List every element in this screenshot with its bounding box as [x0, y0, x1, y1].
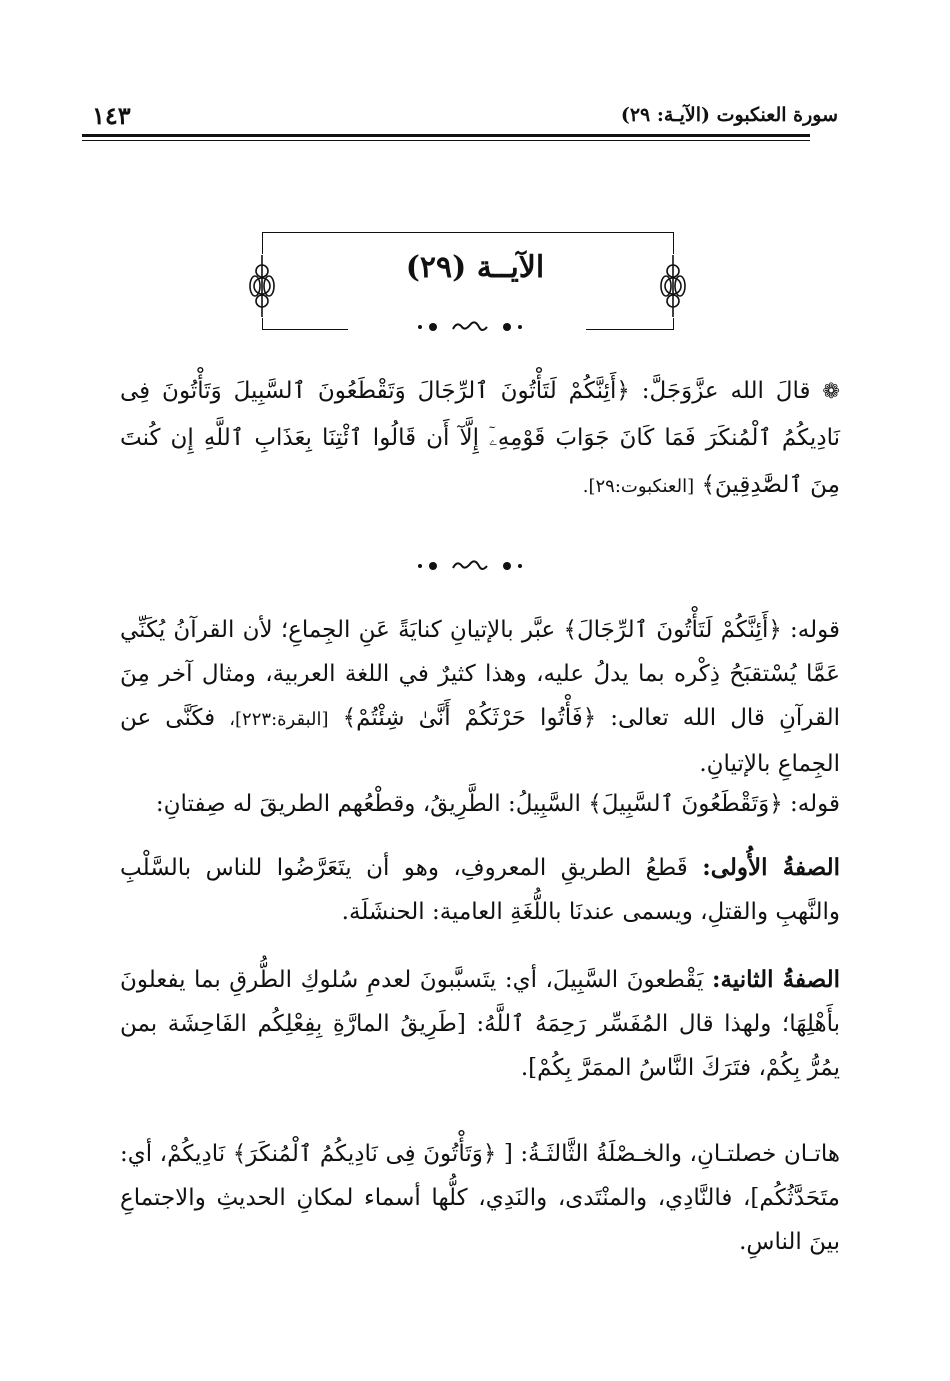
paragraph-text: نَادِيكُمْ، أي: متَحَدَّثُكُم]، فالنَّادِي، والمنْتَدى، والنَدِي، كلُّها أسماء لمكانِ الحديثِ والاجتماعِ بينَ الناسِ.: [120, 1141, 840, 1255]
quran-verse: ﴿أَئِنَّكُمْ لَتَأْتُونَ ٱلرِّجَالَ وَتَقْطَعُونَ ٱلسَّبِيلَ وَتَأْتُونَ فِى نَادِيكُمُ ٱلْمُنكَرَ فَمَا كَانَ جَوَابَ قَوْمِهِۦٓ إِلَّآ أَن قَالُوا ٱئْتِنَا بِعَذَابِ ٱللَّهِ إِن كُنتَ مِنَ ٱلصَّٰدِقِينَ﴾: [120, 378, 840, 498]
paragraph-text: عبَّر بالإتيانِ كنايَةً عَنِ الجِماعِ؛ لأن القرآنُ يُكَنِّي عَمَّا يُسْتقبَحُ ذِكْره بما يدلُ عليه، وهذا كثيرٌ في اللغة العربية، ومثال آخر مِنَ القرآنِ قال الله تعالى:: [120, 617, 841, 731]
commentary-paragraph-5: [120, 1132, 840, 1264]
quote-citation: [البقرة:٢٢٣]،: [229, 709, 329, 730]
verse-citation: [العنكبوت:٢٩].: [582, 476, 695, 497]
header-rule-thin: [82, 140, 810, 141]
verse-paragraph: [120, 368, 840, 510]
paragraph-text: السَّبِيلُ: الطَّرِيقُ، وقطْعُهم الطريقَ له صِفتانِ:: [155, 791, 581, 817]
quran-quote: ﴿وَتَأْتُونَ فِى نَادِيكُمُ ٱلْمُنكَرَ﴾: [232, 1141, 497, 1167]
frame-left-bottom-line: [262, 329, 348, 330]
frame-left-top-line: [262, 232, 263, 254]
commentary-paragraph-3: [120, 846, 840, 934]
paragraph-text: قَطعُ الطريقِ المعروفِ، وهو أن يتَعَرَّضُوا للناس بالسَّلْبِ والنَّهبِ والقتلِ، ويسمى عندنَا باللُّغَةِ العامية: الحنشَلَة.: [120, 855, 840, 925]
header-rule-thick: [82, 134, 810, 137]
divider-ornament-icon: [415, 317, 525, 337]
paragraph-lead: قوله:: [790, 791, 840, 817]
knot-ornament-icon: [658, 255, 688, 317]
quran-quote: ﴿أَئِنَّكُمْ لَتَأْتُونَ ٱلرِّجَالَ﴾: [563, 617, 782, 643]
flower-marker-icon: ❁: [822, 379, 841, 403]
frame-right-top-line: [673, 232, 674, 254]
paragraph-text: يَقْطعونَ السَّبِيلَ، أي: يتَسبَّبونَ لعدمِ سُلوكِ الطُّرقِ بما يفعلونَ بأَهْلِهَا؛ ولهذا قال المُفَسِّر رَحِمَهُ ٱللَّهُ: [طَرِيقُ المارَّةِ بِفِعْلِكُم الفَاحِشَة بمن يمُرُّ بِكُمْ، فتَرَكَ النَّاسُ الممَرَّ بِكُمْ].: [120, 967, 840, 1081]
paragraph-lead: هاتـان خصلتـانِ، والخـصْلَةُ الثَّالثَـةُ: [: [503, 1141, 841, 1167]
paragraph-lead: قوله:: [790, 617, 841, 643]
frame-top-line: [262, 232, 674, 233]
paragraph-text: فكَنَّى عن الجِماعِ بالإتيانِ.: [120, 705, 840, 777]
attribute-label: الصفةُ الثانية:: [711, 966, 840, 993]
commentary-paragraph-2: [120, 782, 840, 826]
page-number: ١٤٣: [92, 101, 131, 130]
quran-quote: ﴿فَأْتُوا حَرْثَكُمْ أَنَّىٰ شِئْتُمْ﴾: [342, 705, 597, 731]
frame-right-bottom-line: [586, 329, 674, 330]
attribute-label: الصفةُ الأُولى:: [702, 854, 841, 881]
knot-ornament-icon: [247, 255, 277, 317]
section-title: الآيــة (٢٩): [405, 250, 545, 285]
divider-ornament-icon: [415, 556, 525, 576]
running-header-title: سورة العنكبوت (الآيـة: ٢٩): [620, 104, 838, 126]
commentary-paragraph-4: [120, 958, 840, 1090]
commentary-paragraph-1: [120, 608, 840, 786]
quran-quote: ﴿وَتَقْطَعُونَ ٱلسَّبِيلَ﴾: [588, 791, 783, 817]
verse-intro: قالَ الله عزَّوَجَلَّ:: [641, 378, 811, 404]
